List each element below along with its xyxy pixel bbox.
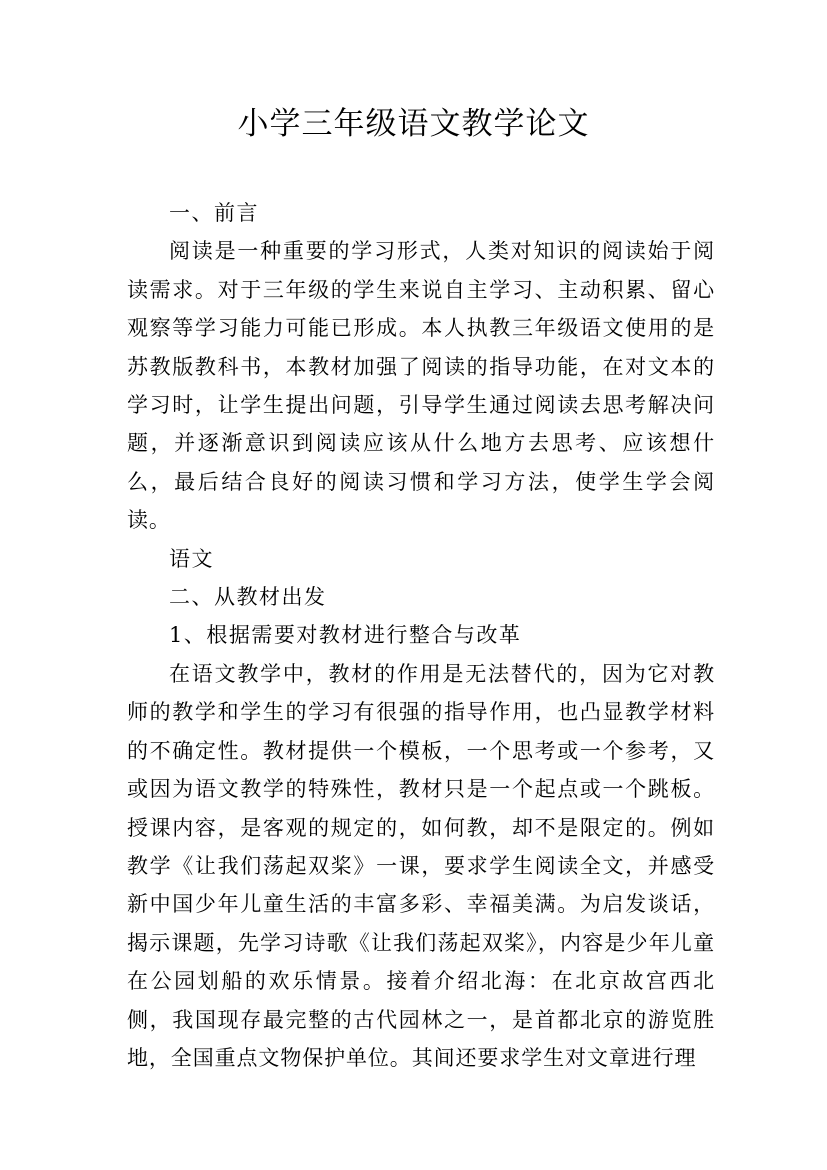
- section-heading-preface: 一、前言: [169, 201, 259, 225]
- body-paragraph: 在语文教学中，教材的作用是无法替代的，因为它对教师的教学和学生的学习有很强的指导作用，也凸显教学材料的不确定性。教材提供一个模板，一个思考或一个参考，又或因为语文教学的特殊性，教材只是一个起点或一个跳板。授课内容，是客观的规定的，如何教，却不是限定的。例如教学《让我们荡起双桨》一课，要求学生阅读全文，并感受新中国少年儿童生活的丰富多彩、幸福美满。为启发谈话，揭示课题，先学习诗歌《让我们荡起双桨》，内容是少年儿童在公园划船的欢乐情景。接着介绍北海：在北京故宫西北侧，我国现存最完整的古代园林之一，是首都北京的游览胜地，全国重点文物保护单位。其间还要求学生对文章进行理: [127, 661, 715, 1070]
- body-paragraph: 阅读是一种重要的学习形式，人类对知识的阅读始于阅读需求。对于三年级的学生来说自主学习、主动积累、留心观察等学习能力可能已形成。本人执教三年级语文使用的是苏教版教科书，本教材加强了阅读的指导功能，在对文本的学习时，让学生提出问题，引导学生通过阅读去思考解决问题，并逐渐意识到阅读应该从什么地方去思考、应该想什么，最后结合良好的阅读习惯和学习方法，使学生学会阅读。: [127, 239, 715, 533]
- document-body: [127, 194, 715, 1077]
- subsection-heading-integration: 1、根据需要对教材进行整合与改革: [169, 623, 522, 648]
- section-label-chinese: 语文: [169, 546, 214, 571]
- document-title: 小学三年级语文教学论文: [237, 106, 590, 142]
- section-heading-textbook: 二、从教材出发: [169, 585, 327, 610]
